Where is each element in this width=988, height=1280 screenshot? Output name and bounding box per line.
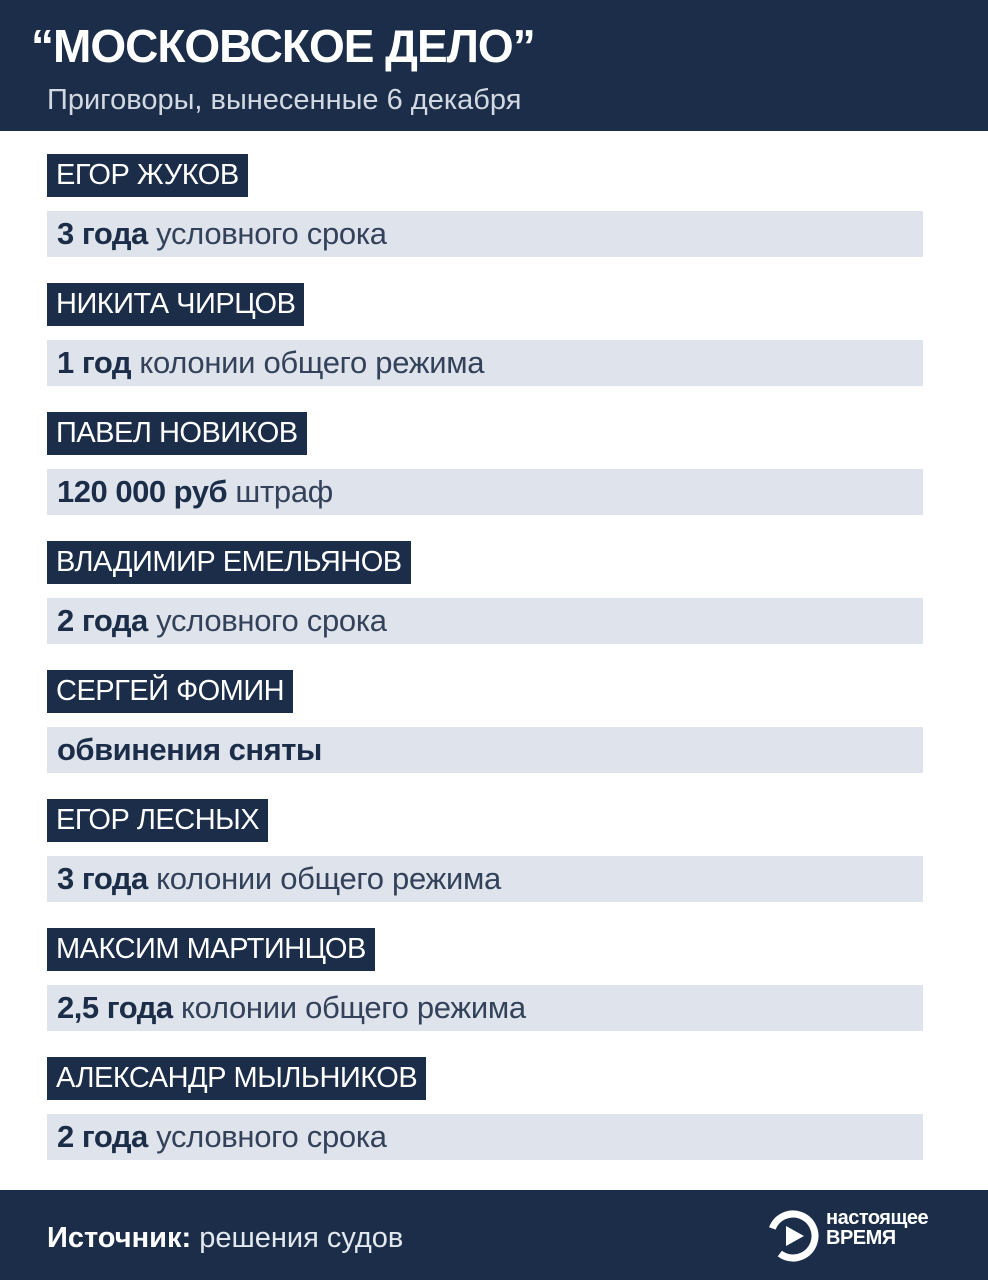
defendant-name: ЕГОР ЛЕСНЫХ (47, 799, 268, 842)
defendant-name: АЛЕКСАНДР МЫЛЬНИКОВ (47, 1057, 426, 1100)
sentence-term: 120 000 руб (57, 474, 228, 509)
footer-banner (0, 1190, 988, 1280)
sentence-row (47, 856, 923, 902)
sentence-term: 2 года (57, 1119, 148, 1154)
verdict-entry (47, 541, 923, 670)
verdict-entry (47, 1057, 923, 1186)
sentence-detail: условного срока (147, 603, 387, 638)
page-subtitle: Приговоры, вынесенные 6 декабря (47, 84, 522, 116)
sentence-detail: штраф (227, 474, 333, 509)
sentence-row (47, 211, 923, 257)
logo-wordmark (826, 1208, 928, 1248)
sentence-term: 3 года (57, 216, 148, 251)
source-label: Источник: (47, 1222, 192, 1254)
verdict-entry (47, 412, 923, 541)
verdict-entry (47, 670, 923, 799)
sentence-detail: условного срока (147, 1119, 387, 1154)
defendant-name: ПАВЕЛ НОВИКОВ (47, 412, 307, 455)
defendant-name: ЕГОР ЖУКОВ (47, 154, 248, 197)
source-note (47, 1220, 403, 1256)
sentence-term: 1 год (57, 345, 132, 380)
sentence-row (47, 1114, 923, 1160)
sentence-detail: условного срока (147, 216, 387, 251)
defendant-name: ВЛАДИМИР ЕМЕЛЬЯНОВ (47, 541, 411, 584)
logo-line-1: настоящее (826, 1207, 929, 1229)
play-logo-icon (766, 1209, 820, 1263)
sentence-term: 2 года (57, 603, 148, 638)
verdict-list (47, 154, 923, 1186)
sentence-detail: колонии общего режима (131, 345, 485, 380)
logo-line-2: ВРЕМЯ (826, 1227, 896, 1249)
sentence-term: 3 года (57, 861, 148, 896)
verdict-entry (47, 799, 923, 928)
sentence-row (47, 340, 923, 386)
brand-logo (766, 1204, 956, 1264)
page-title: “МОСКОВСКОЕ ДЕЛО” (31, 20, 535, 72)
defendant-name: СЕРГЕЙ ФОМИН (47, 670, 293, 713)
sentence-detail: колонии общего режима (172, 990, 526, 1025)
sentence-row (47, 598, 923, 644)
defendant-name: НИКИТА ЧИРЦОВ (47, 283, 304, 326)
sentence-term: обвинения сняты (57, 732, 322, 767)
sentence-row (47, 469, 923, 515)
header-banner (0, 0, 988, 131)
sentence-term: 2,5 года (57, 990, 173, 1025)
verdict-entry (47, 154, 923, 283)
sentence-row (47, 727, 923, 773)
verdict-entry (47, 283, 923, 412)
source-value: решения судов (191, 1222, 404, 1254)
sentence-detail: колонии общего режима (147, 861, 501, 896)
sentence-row (47, 985, 923, 1031)
verdict-entry (47, 928, 923, 1057)
defendant-name: МАКСИМ МАРТИНЦОВ (47, 928, 375, 971)
